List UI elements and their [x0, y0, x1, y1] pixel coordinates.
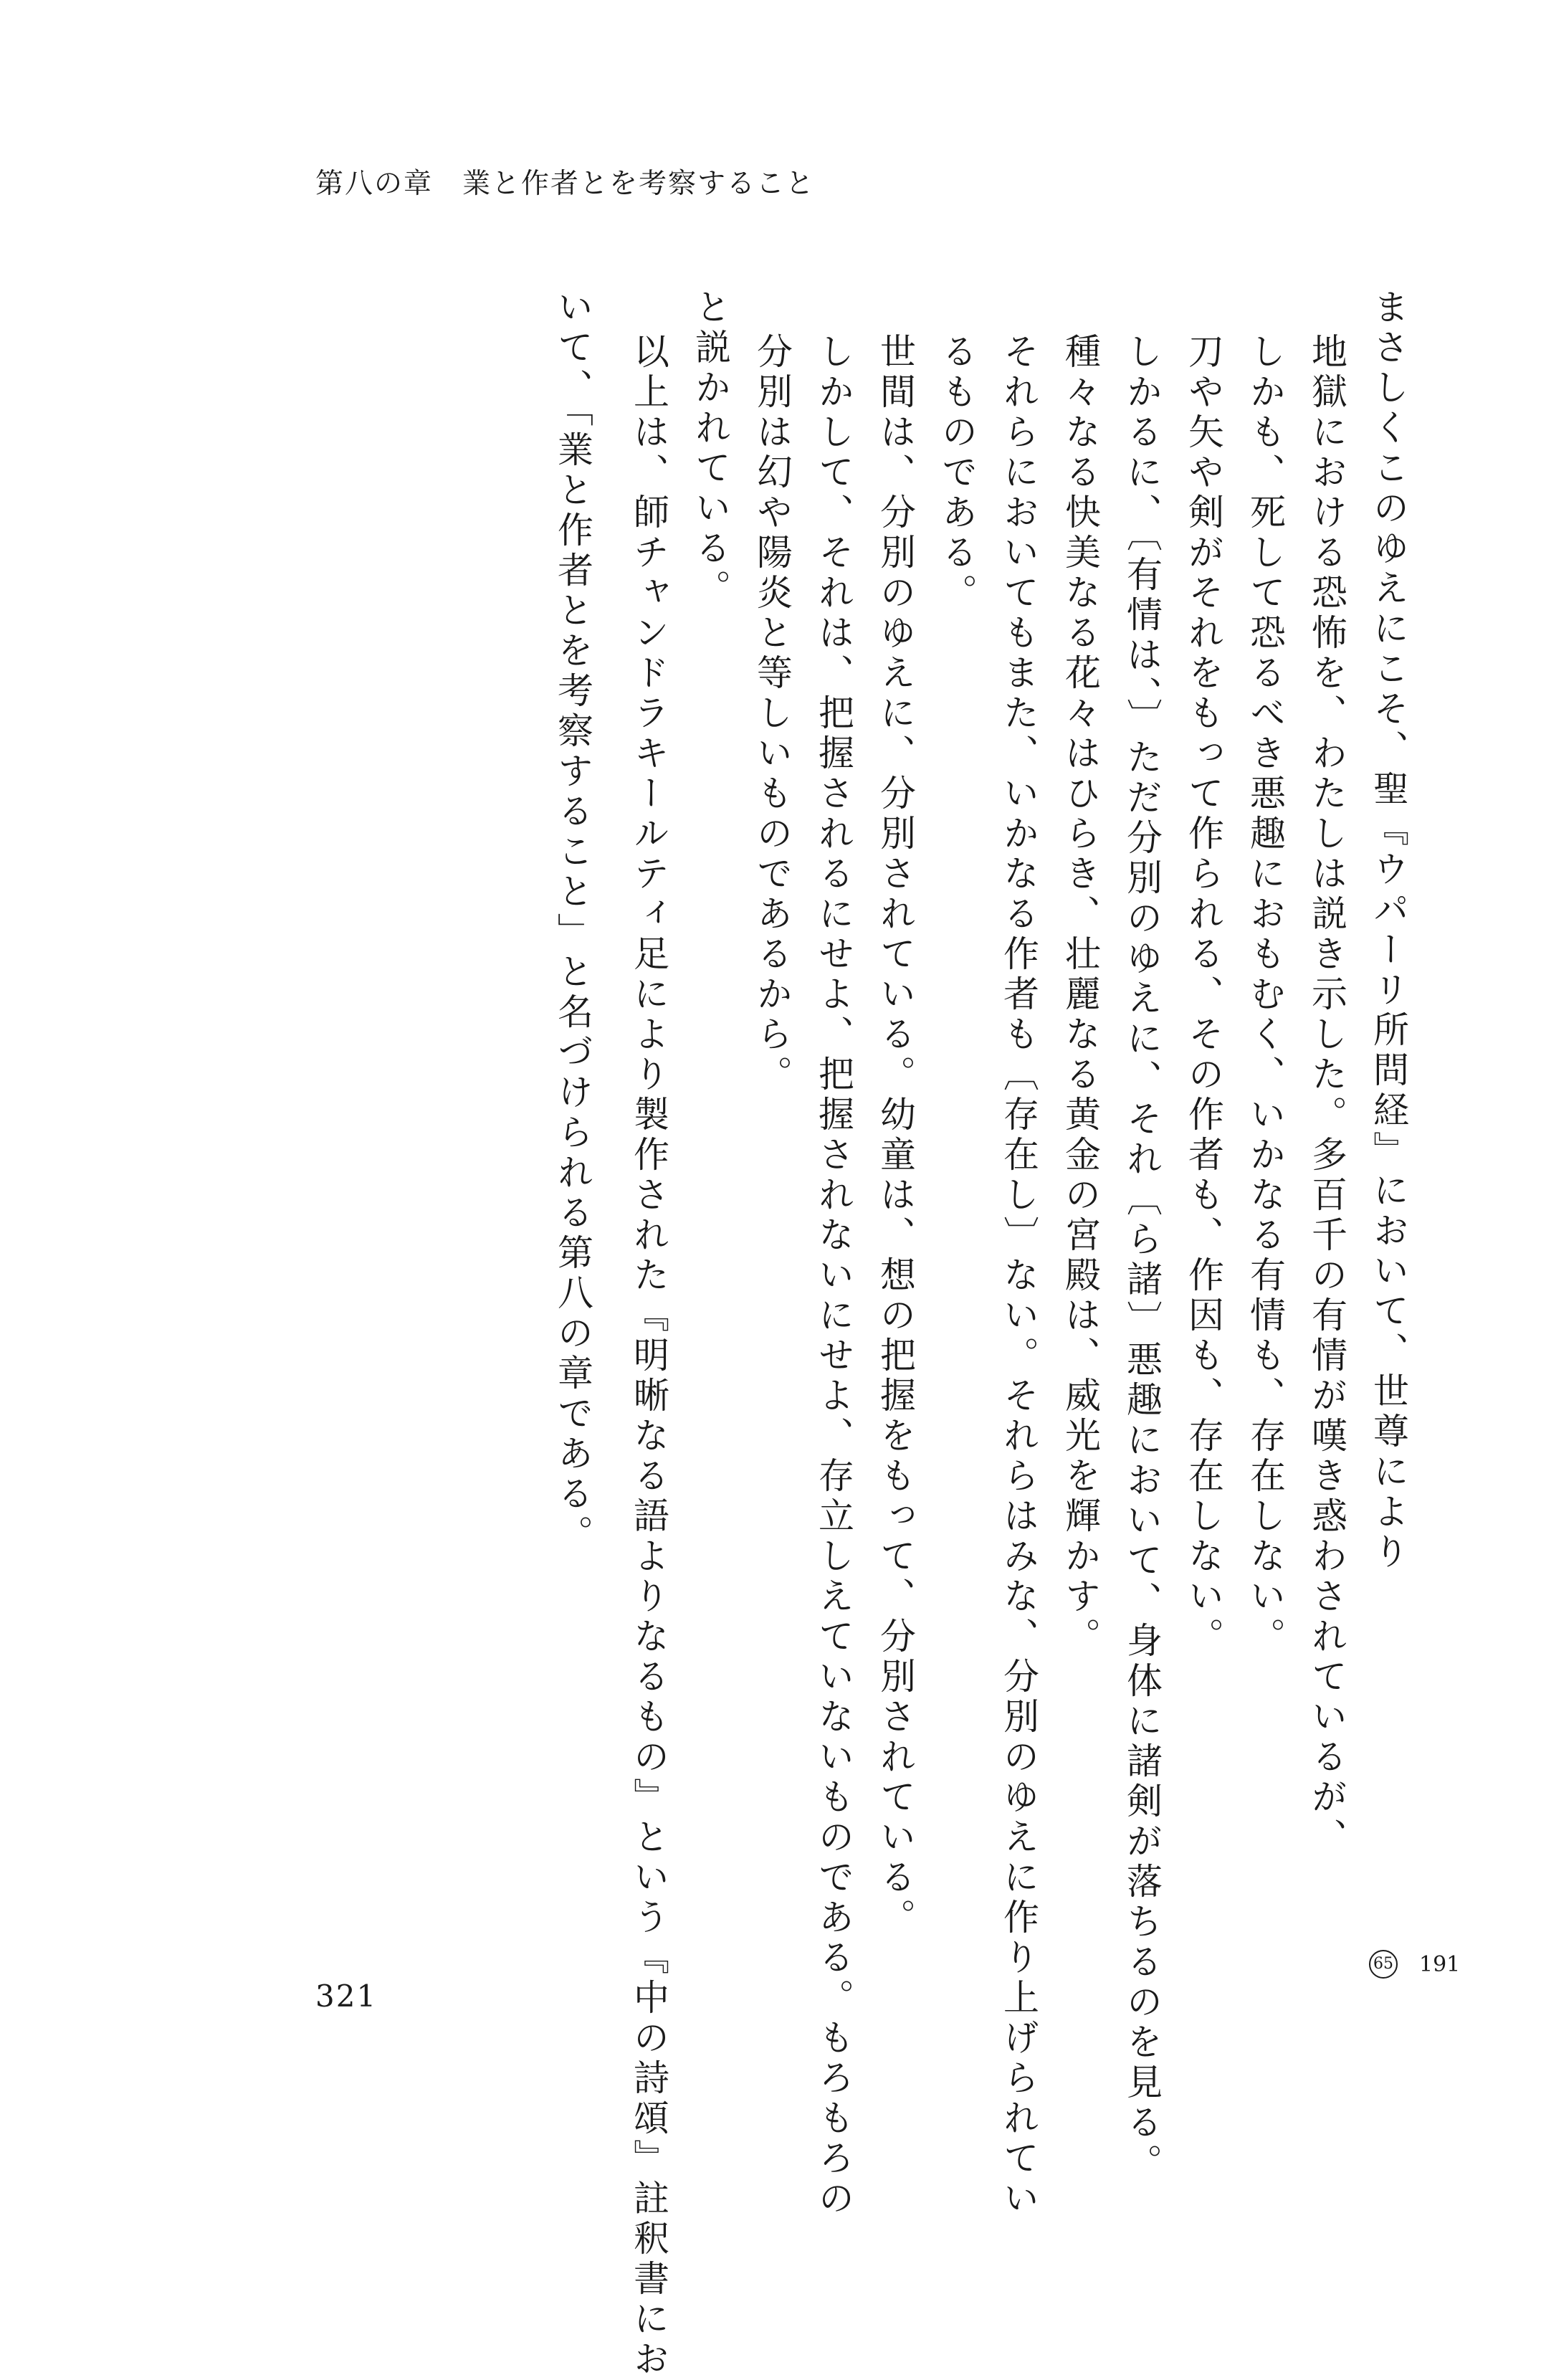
main-text	[430, 244, 1419, 2380]
running-head: 第八の章 業と作者とを考察すること	[315, 168, 816, 200]
verse-line: まさしくこのゆえにこそ、聖『ウパーリ所問経』において、世尊により	[1368, 288, 1409, 1573]
verse-line: と説かれている。	[690, 288, 731, 609]
page-number: 321	[315, 1979, 378, 2014]
verse-line: 刀や矢や剣がそれをもって作られる、その作者も、作因も、存在しない。	[1183, 333, 1224, 1657]
verse-line: それらにおいてもまた、いかなる作者も〔存在し〕ない。それらはみな、分別のゆえに作り上げられてい	[998, 333, 1039, 2219]
folio-number: 191	[1419, 1951, 1461, 1977]
verse-line: しかして、それは、把握されるにせよ、把握されないにせよ、存立しえていないものである。もろもろの	[813, 333, 854, 2219]
verse-line: 地獄における恐怖を、わたしは説き示した。多百千の有情が嘆き惑わされているが、	[1306, 333, 1347, 1858]
verse-line: 分別は幻や陽炎と等しいものであるから。	[751, 333, 793, 1095]
folio	[1369, 1950, 1460, 1979]
colophon-line: いて、「業と作者とを考察すること」と名づけられる第八の章である。	[552, 288, 593, 1555]
folio-circled-number: 65	[1369, 1950, 1398, 1979]
verse-line: しかも、死して恐るべき悪趣におもむく、いかなる有情も、存在しない。	[1244, 333, 1286, 1657]
verse-line: るものである。	[936, 333, 978, 614]
verse-line: 種々なる快美なる花々はひらき、壮麗なる黄金の宮殿は、威光を輝かす。	[1059, 333, 1101, 1657]
verse-line: 世間は、分別のゆえに、分別されている。幼童は、想の把握をもって、分別されている。	[874, 333, 916, 1938]
verse-line: しかるに、〔有情は、〕ただ分別のゆえに、それ〔ら諸〕悪趣において、身体に諸剣が落ちるのを見る。	[1121, 333, 1163, 2184]
colophon-line: 以上は、師チャンドラキールティ足により製作された『明晰なる語よりなるもの』という『中の詩頌』註釈書にお	[628, 333, 669, 2380]
